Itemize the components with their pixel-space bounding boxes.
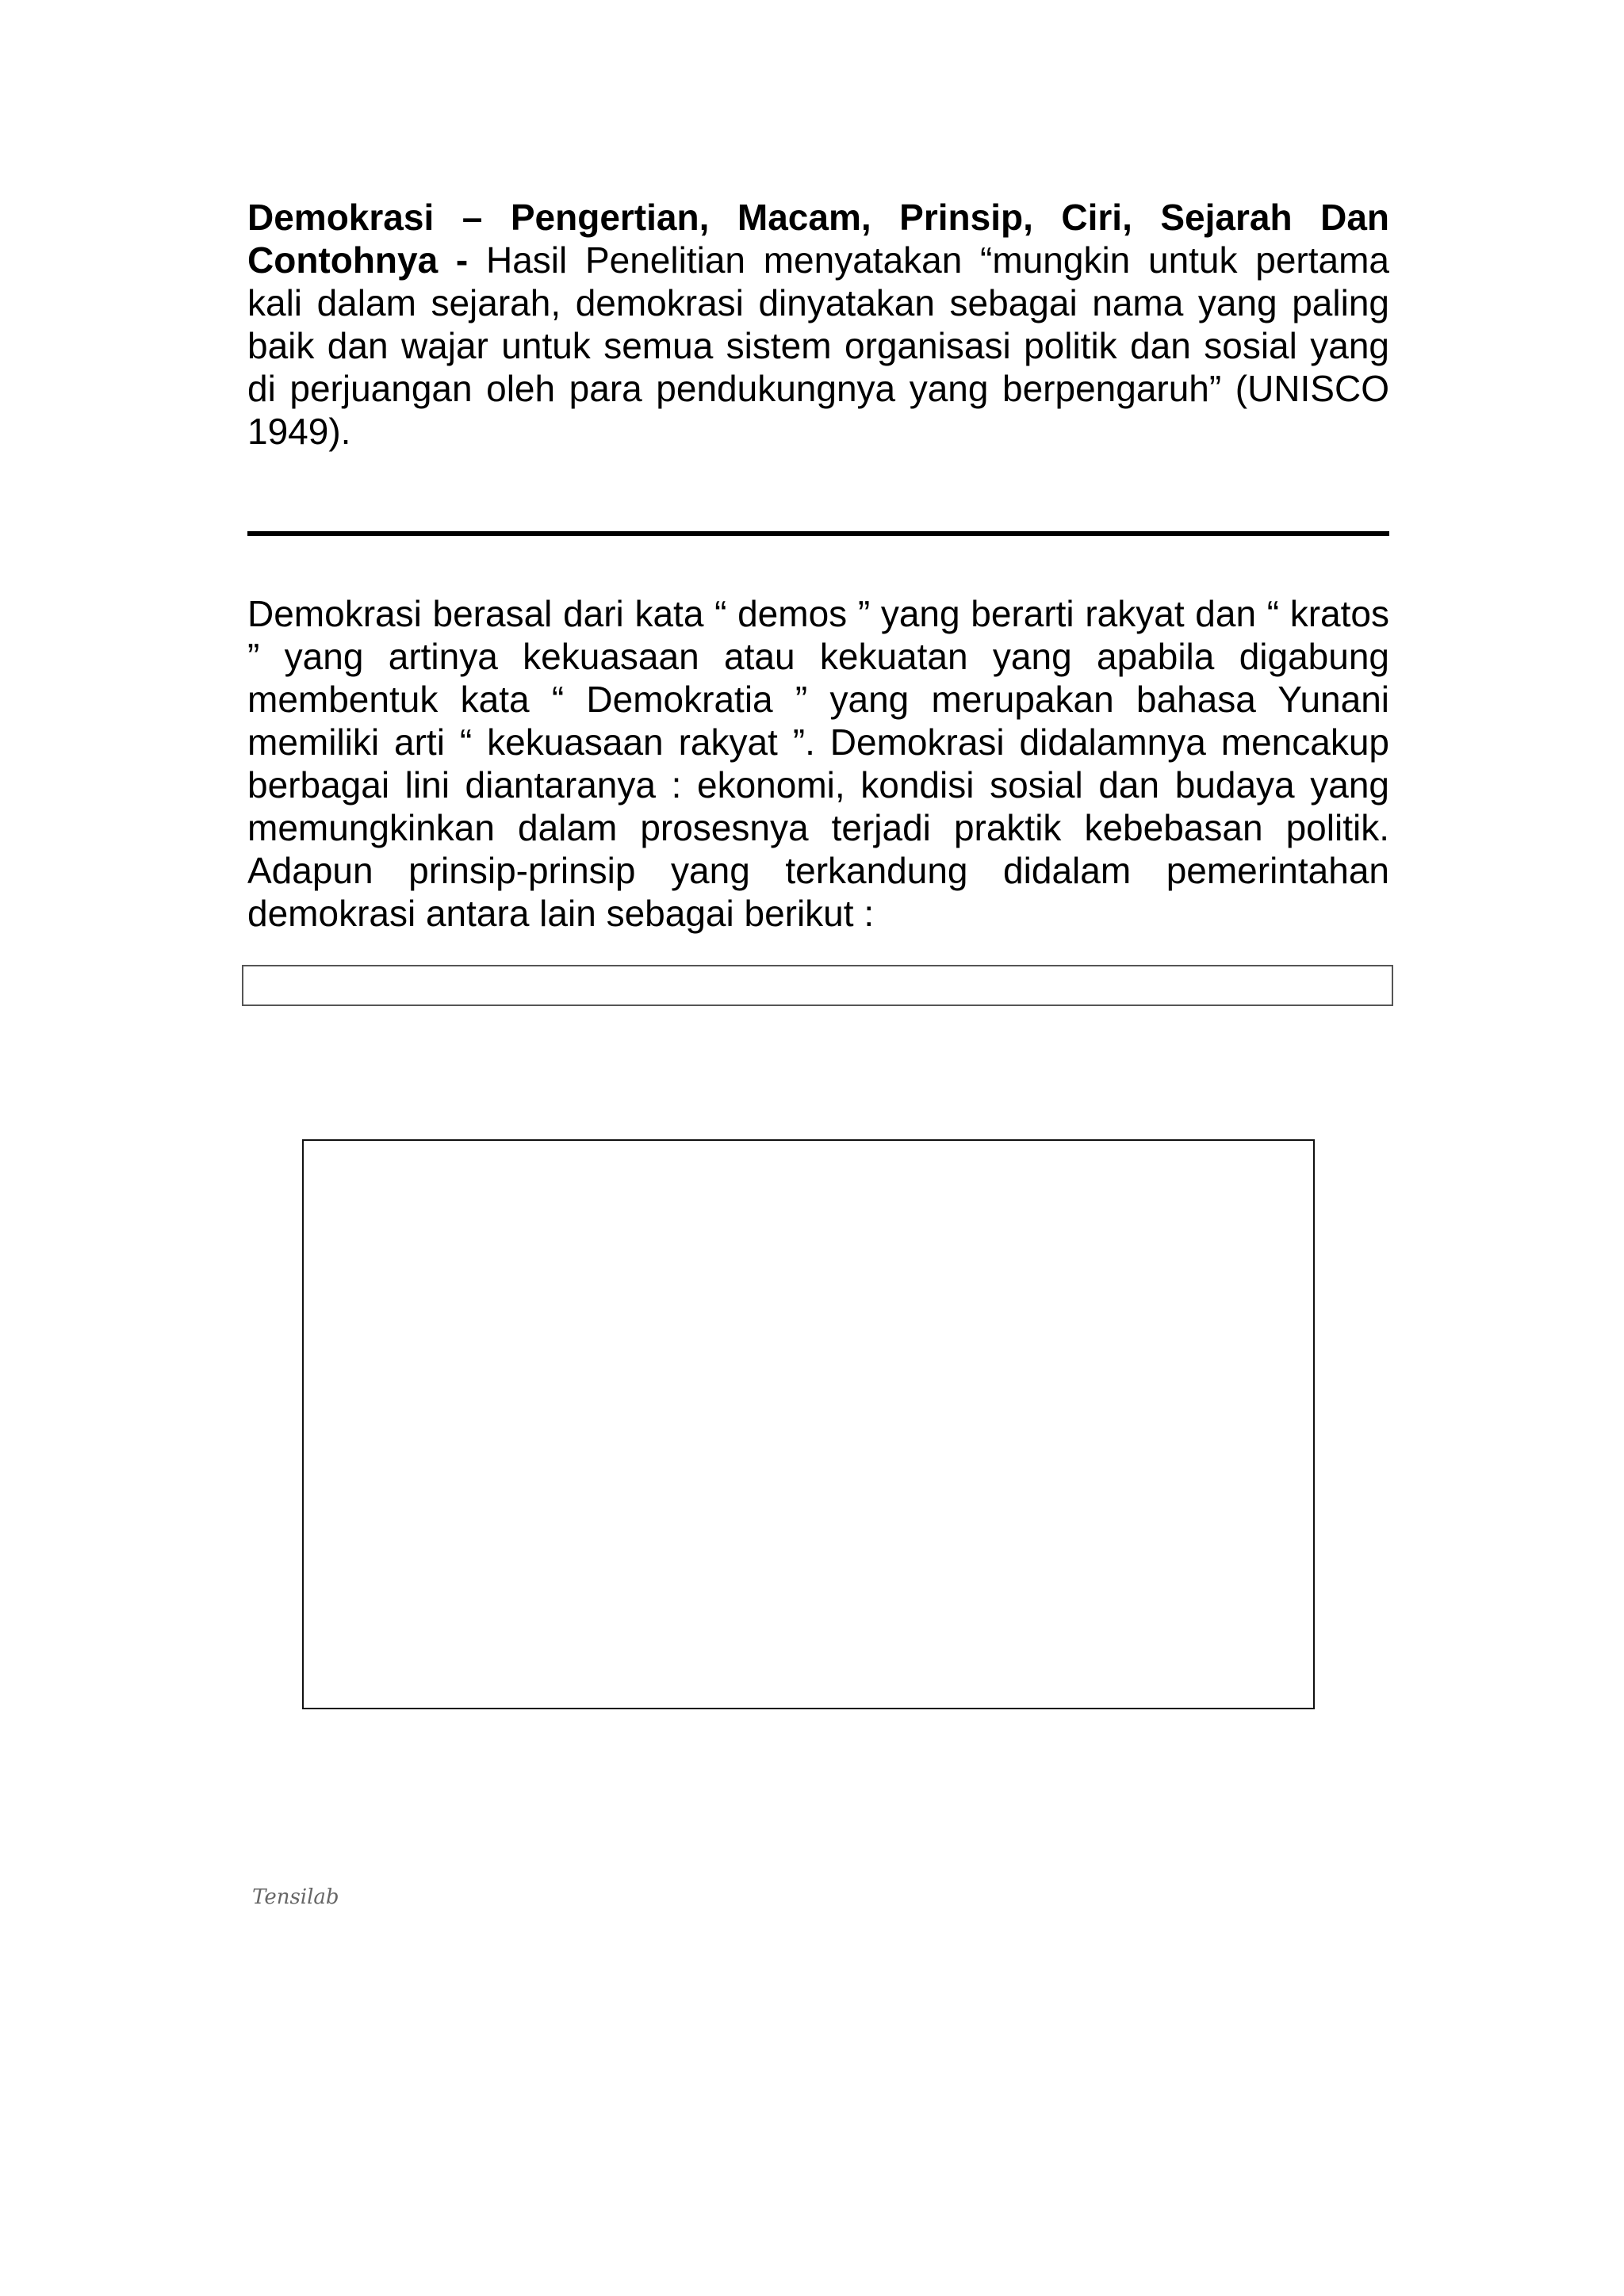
- body-paragraph: Demokrasi berasal dari kata “ demos ” yang berarti rakyat dan “ kratos ” yang artinya kekuasaan atau kekuatan yang apabila digabung membentuk kata “ Demokratia ” yang merupakan bahasa Yunani memiliki arti “ kekuasaan rakyat ”. Demokrasi didalamnya mencakup berbagai lini diantaranya : ekonomi, kondisi sosial dan budaya yang memungkinkan dalam prosesnya terjadi praktik kebebasan politik. Adapun prinsip-prinsip yang terkandung didalam pemerintahan demokrasi antara lain sebagai berikut :: [247, 593, 1389, 934]
- intro-paragraph: [247, 196, 1389, 453]
- article-title: Demokrasi – Pengertian, Macam, Prinsip, Ciri, Sejarah Dan Contohnya -: [247, 197, 1389, 281]
- intro-text: Hasil Penelitian menyatakan “mungkin untuk pertama kali dalam sejarah, demokrasi dinyatakan sebagai nama yang paling baik dan wajar untuk semua sistem organisasi politik dan sosial yang di perjuangan oleh para pendukungnya yang berpengaruh” (UNISCO 1949).: [247, 239, 1389, 452]
- footer-watermark: Tensilab: [252, 1885, 339, 1909]
- horizontal-rule: [247, 531, 1389, 536]
- empty-image-frame: [302, 1139, 1315, 1709]
- empty-text-box: [242, 965, 1393, 1006]
